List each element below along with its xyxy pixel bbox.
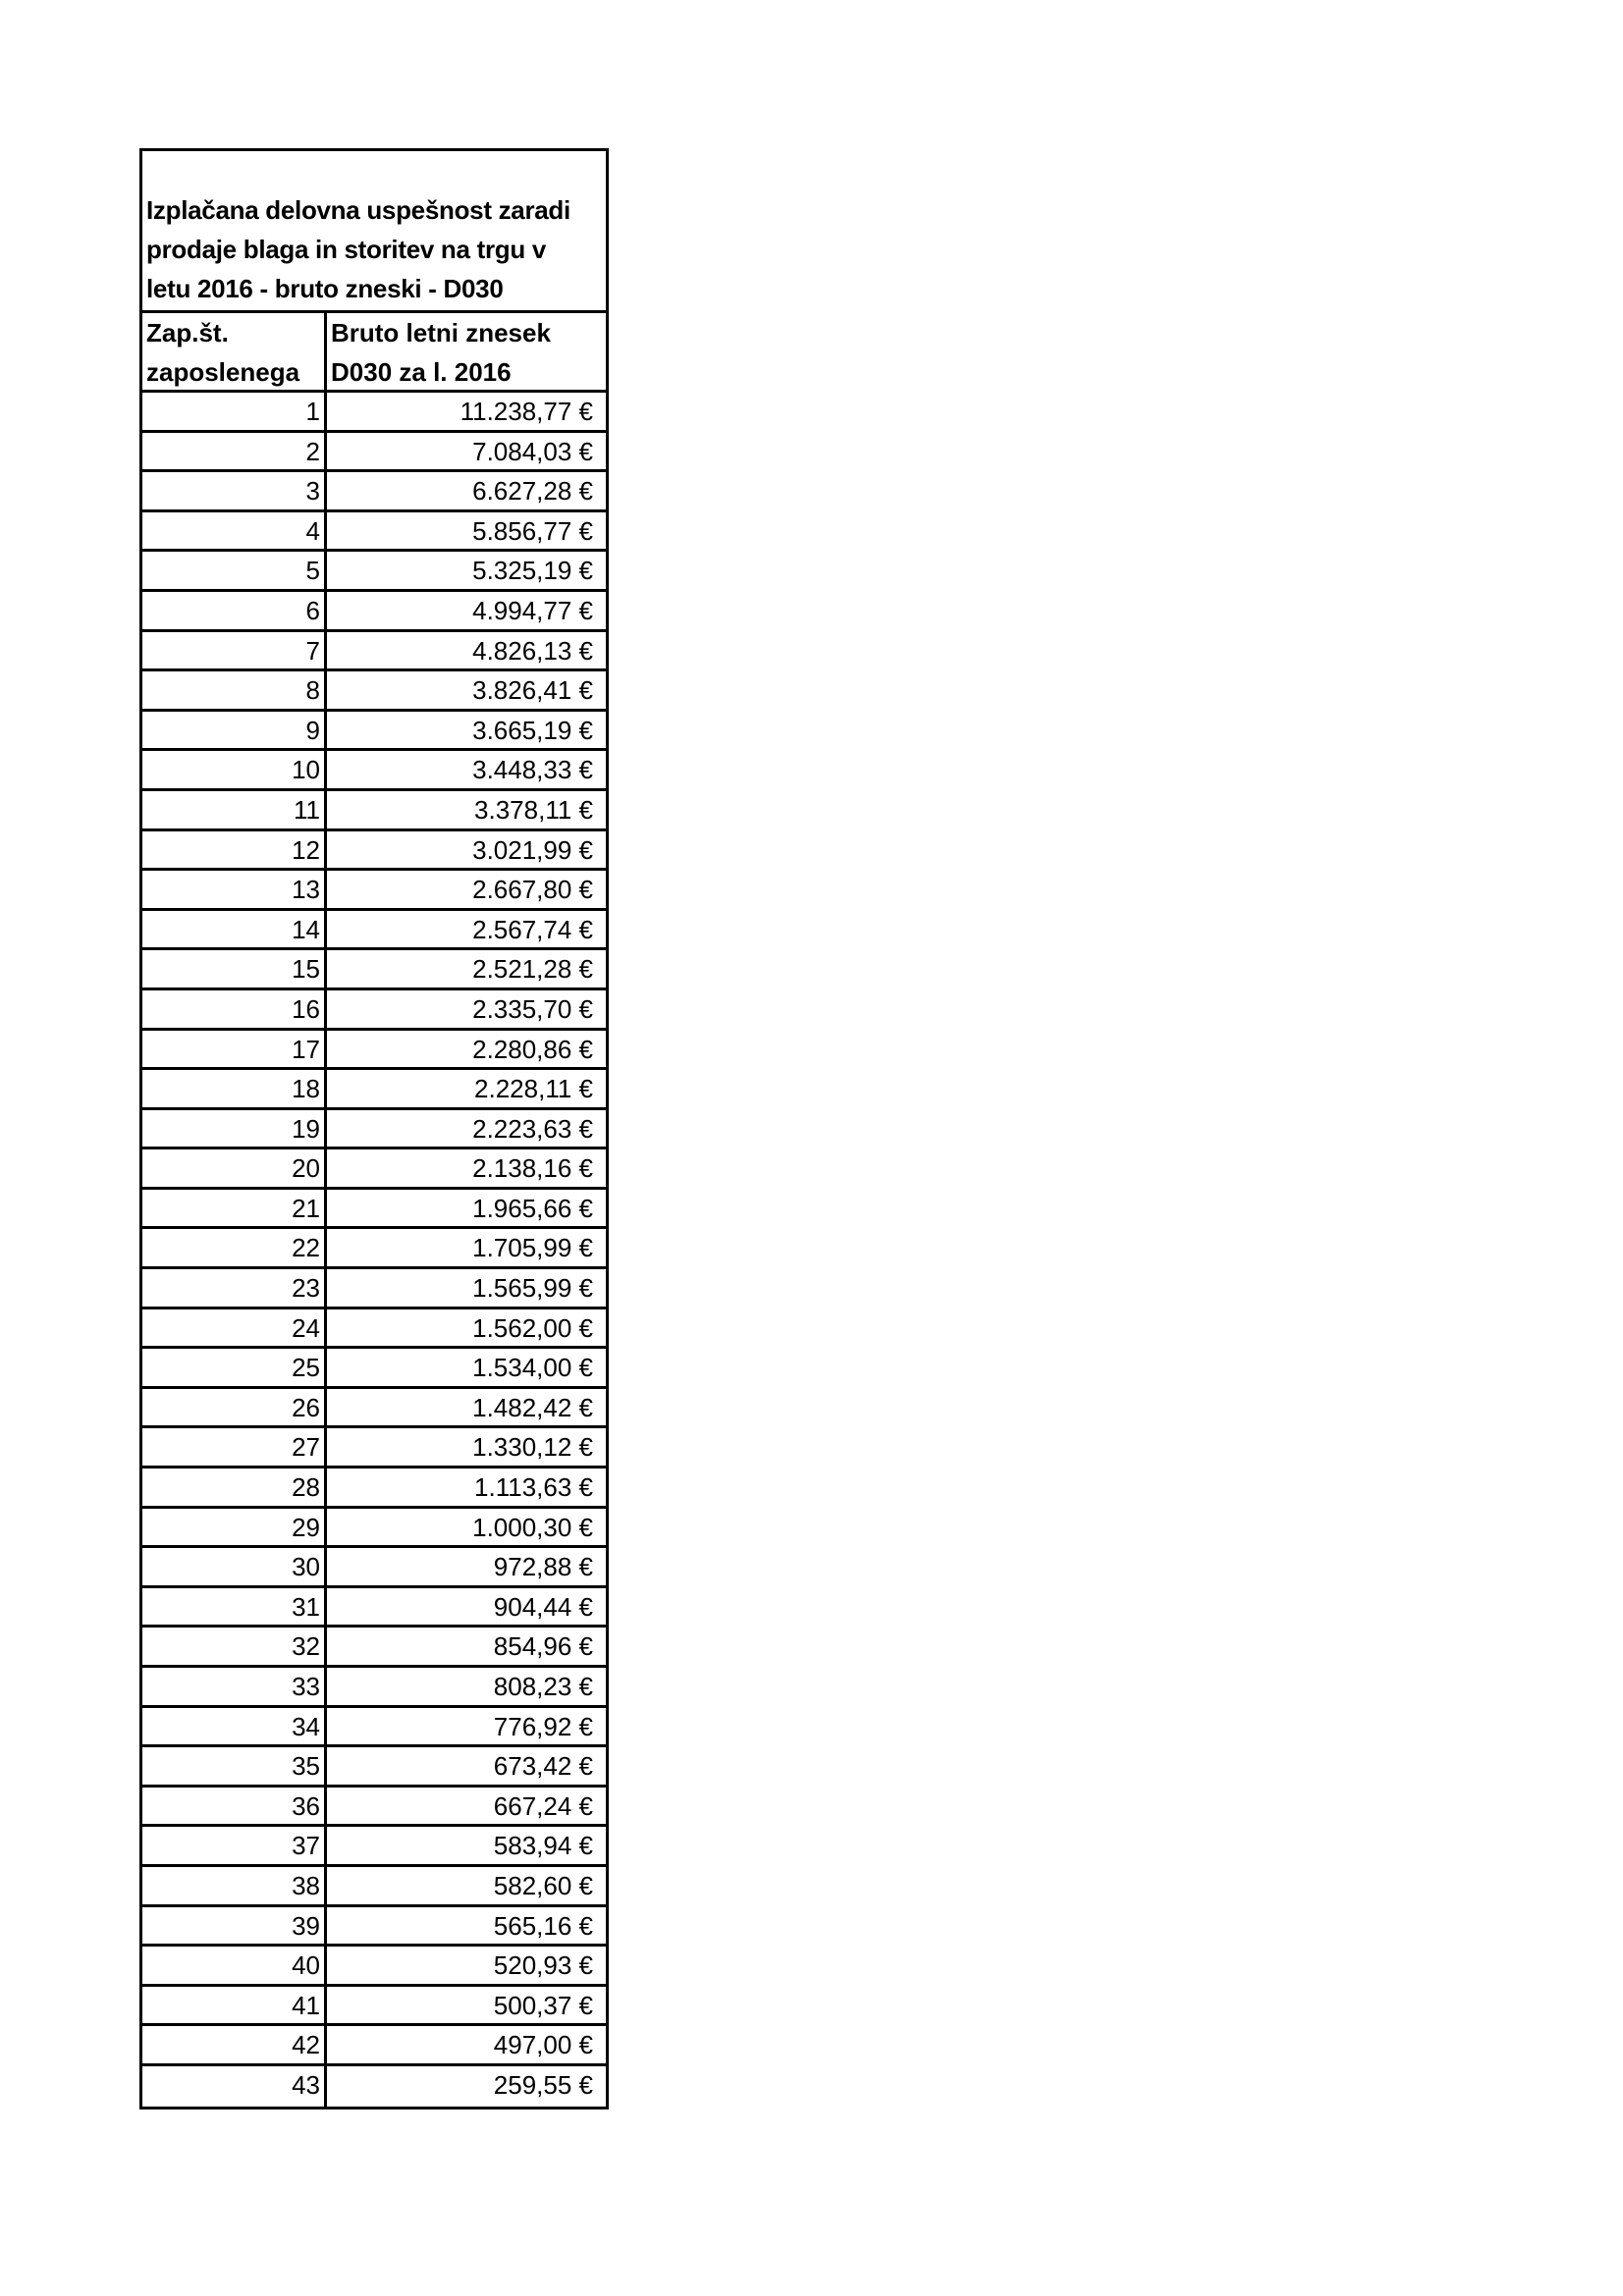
employee-number-cell: 41: [142, 1987, 327, 2024]
employee-number-cell: 43: [142, 2066, 327, 2107]
employee-number-cell: 1: [142, 393, 327, 430]
table-row: [142, 911, 606, 951]
gross-amount-cell: 854,96 €: [493, 1631, 593, 1662]
table-row: [142, 1349, 606, 1389]
table-row: [142, 1588, 606, 1629]
employee-number-cell: 29: [142, 1509, 327, 1546]
employee-number-cell: 31: [142, 1588, 327, 1626]
gross-amount-cell: 3.665,19 €: [472, 715, 593, 745]
table-row: [142, 671, 606, 712]
gross-amount-cell: 1.562,00 €: [472, 1312, 593, 1343]
employee-number-cell: 20: [142, 1149, 327, 1187]
table-row: [142, 1149, 606, 1190]
employee-number-cell: 14: [142, 911, 327, 948]
gross-amount-cell: 1.565,99 €: [472, 1273, 593, 1304]
table-row: [142, 1668, 606, 1708]
gross-amount-cell: 2.667,80 €: [472, 875, 593, 905]
gross-amount-cell: 497,00 €: [493, 2030, 593, 2060]
gross-amount-cell: 673,42 €: [493, 1751, 593, 1782]
table-row: [142, 1070, 606, 1110]
employee-number-cell: 38: [142, 1867, 327, 1904]
table-row: [142, 990, 606, 1031]
table-row: [142, 393, 606, 433]
table-row: [142, 433, 606, 473]
gross-amount-cell: 904,44 €: [493, 1591, 593, 1622]
employee-number-cell: 5: [142, 552, 327, 589]
header-employee-number: [142, 313, 327, 390]
table-row: [142, 751, 606, 791]
employee-number-cell: 4: [142, 512, 327, 550]
gross-amount-cell: 11.238,77 €: [460, 397, 593, 426]
table-row: [142, 592, 606, 632]
gross-amount-cell: 2.567,74 €: [472, 914, 593, 944]
table-row: [142, 1309, 606, 1350]
gross-amount-cell: 3.448,33 €: [472, 755, 593, 785]
employee-number-cell: 6: [142, 592, 327, 629]
table-title-cell: [142, 151, 606, 313]
gross-amount-cell: 3.021,99 €: [472, 834, 593, 865]
employee-number-cell: 22: [142, 1229, 327, 1266]
employee-number-cell: 40: [142, 1947, 327, 1984]
employee-number-cell: 34: [142, 1708, 327, 1745]
gross-amount-cell: 583,94 €: [493, 1831, 593, 1861]
employee-number-cell: 10: [142, 751, 327, 788]
gross-amount-cell: 1.000,30 €: [472, 1512, 593, 1542]
table-title-line: letu 2016 - bruto zneski - D030: [146, 274, 504, 303]
gross-amount-cell: 520,93 €: [493, 1950, 593, 1981]
gross-amount-cell: 3.826,41 €: [472, 675, 593, 706]
gross-amount-cell: 1.330,12 €: [472, 1432, 593, 1463]
table-row: [142, 791, 606, 831]
header-employee-number-line: Zap.št.: [146, 318, 229, 347]
gross-amount-cell: 1.534,00 €: [472, 1353, 593, 1383]
employee-number-cell: 13: [142, 871, 327, 908]
gross-amount-cell: 808,23 €: [493, 1672, 593, 1701]
gross-amount-cell: 4.994,77 €: [472, 595, 593, 625]
table-row: [142, 2066, 606, 2107]
employee-number-cell: 33: [142, 1668, 327, 1705]
table-row: [142, 1708, 606, 1748]
employee-number-cell: 18: [142, 1070, 327, 1107]
table-row: [142, 512, 606, 553]
employee-number-cell: 24: [142, 1309, 327, 1347]
table-row: [142, 950, 606, 990]
gross-amount-cell: 6.627,28 €: [472, 476, 593, 507]
table-row: [142, 1548, 606, 1588]
header-gross-amount-line: D030 za l. 2016: [331, 357, 512, 387]
employee-number-cell: 21: [142, 1190, 327, 1227]
gross-amount-cell: 667,24 €: [493, 1790, 593, 1821]
table-row: [142, 1907, 606, 1948]
table-row: [142, 1110, 606, 1150]
table-header-row: [142, 313, 606, 393]
employee-number-cell: 9: [142, 712, 327, 749]
table-row: [142, 871, 606, 911]
gross-amount-cell: 3.378,11 €: [474, 794, 593, 825]
table-row: [142, 1389, 606, 1429]
employee-number-cell: 3: [142, 472, 327, 509]
gross-amount-cell: 2.521,28 €: [472, 954, 593, 985]
gross-amount-cell: 4.826,13 €: [472, 635, 593, 666]
table-row: [142, 632, 606, 672]
employee-number-cell: 23: [142, 1269, 327, 1307]
employee-number-cell: 35: [142, 1747, 327, 1785]
table-row: [142, 1468, 606, 1509]
gross-amount-cell: 259,55 €: [493, 2069, 593, 2100]
table-row: [142, 1229, 606, 1269]
table-row: [142, 1987, 606, 2027]
gross-amount-cell: 500,37 €: [493, 1990, 593, 2020]
employee-number-cell: 7: [142, 632, 327, 669]
table-row: [142, 1269, 606, 1309]
table-row: [142, 1747, 606, 1788]
gross-amount-cell: 972,88 €: [493, 1552, 593, 1582]
gross-amount-cell: 2.138,16 €: [472, 1153, 593, 1184]
gross-amount-cell: 776,92 €: [493, 1711, 593, 1741]
employee-number-cell: 11: [142, 791, 327, 828]
table-row: [142, 1628, 606, 1668]
employee-number-cell: 28: [142, 1468, 327, 1506]
table-row: [142, 552, 606, 592]
gross-amount-cell: 2.228,11 €: [474, 1074, 593, 1104]
employee-number-cell: 16: [142, 990, 327, 1028]
gross-amount-cell: 2.280,86 €: [472, 1034, 593, 1064]
table-row: [142, 472, 606, 512]
employee-number-cell: 2: [142, 433, 327, 470]
employee-number-cell: 37: [142, 1827, 327, 1864]
table-title-line: Izplačana delovna uspešnost zaradi: [146, 195, 570, 225]
employee-number-cell: 26: [142, 1389, 327, 1426]
employee-number-cell: 39: [142, 1907, 327, 1945]
gross-amount-cell: 7.084,03 €: [472, 436, 593, 466]
header-gross-amount-line: Bruto letni znesek: [331, 318, 551, 347]
table-title-line: prodaje blaga in storitev na trgu v: [146, 235, 547, 264]
table-row: [142, 1428, 606, 1468]
table-row: [142, 1827, 606, 1867]
payments-table: [139, 148, 609, 2109]
table-row: [142, 1031, 606, 1071]
employee-number-cell: 30: [142, 1548, 327, 1585]
table-row: [142, 1788, 606, 1828]
gross-amount-cell: 582,60 €: [493, 1870, 593, 1900]
header-gross-amount: [327, 313, 606, 390]
gross-amount-cell: 1.482,42 €: [472, 1392, 593, 1422]
employee-number-cell: 36: [142, 1788, 327, 1825]
header-employee-number-line: zaposlenega: [146, 357, 300, 387]
gross-amount-cell: 1.705,99 €: [472, 1233, 593, 1263]
employee-number-cell: 8: [142, 671, 327, 709]
employee-number-cell: 12: [142, 831, 327, 869]
table-row: [142, 1509, 606, 1549]
employee-number-cell: 42: [142, 2026, 327, 2063]
table-row: [142, 712, 606, 752]
table-title: [146, 190, 570, 308]
gross-amount-cell: 5.325,19 €: [472, 556, 593, 586]
table-row: [142, 1947, 606, 1987]
table-row: [142, 2026, 606, 2066]
employee-number-cell: 25: [142, 1349, 327, 1386]
employee-number-cell: 19: [142, 1110, 327, 1148]
gross-amount-cell: 2.335,70 €: [472, 993, 593, 1024]
employee-number-cell: 15: [142, 950, 327, 988]
table-row: [142, 1867, 606, 1907]
table-row: [142, 831, 606, 872]
employee-number-cell: 17: [142, 1031, 327, 1068]
gross-amount-cell: 1.965,66 €: [472, 1193, 593, 1223]
gross-amount-cell: 1.113,63 €: [474, 1472, 593, 1503]
employee-number-cell: 27: [142, 1428, 327, 1466]
gross-amount-cell: 5.856,77 €: [472, 515, 593, 546]
employee-number-cell: 32: [142, 1628, 327, 1665]
table-body: [142, 393, 606, 2107]
gross-amount-cell: 2.223,63 €: [472, 1113, 593, 1144]
gross-amount-cell: 565,16 €: [493, 1910, 593, 1941]
table-row: [142, 1190, 606, 1230]
